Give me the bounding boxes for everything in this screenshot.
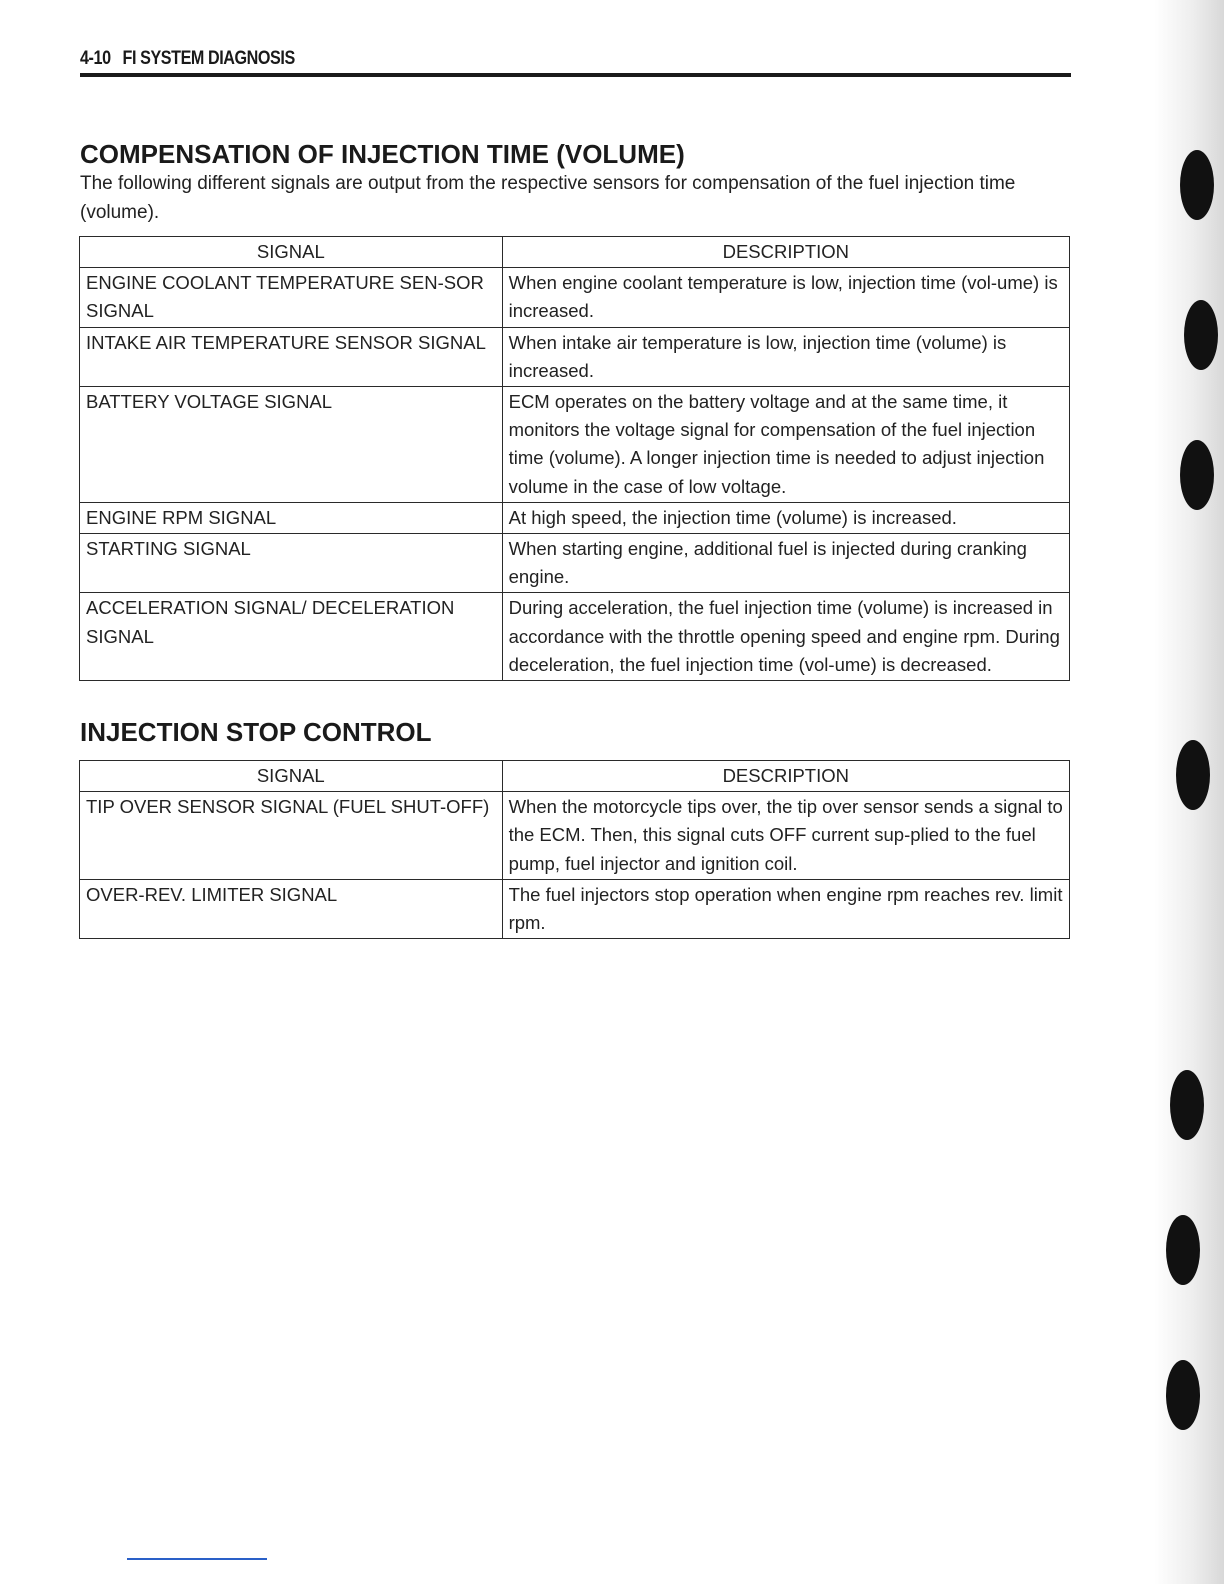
injection-stop-table [79, 760, 1070, 939]
description-cell: At high speed, the injection time (volume) is increased. [502, 502, 1069, 533]
table-row [80, 268, 1070, 327]
binding-hole [1170, 1070, 1204, 1140]
description-column-header: DESCRIPTION [502, 237, 1069, 268]
description-cell: When intake air temperature is low, injection time (volume) is increased. [502, 327, 1069, 386]
signal-cell: ENGINE COOLANT TEMPERATURE SEN-SOR SIGNAL [80, 268, 503, 327]
compensation-table [79, 236, 1070, 681]
injection-stop-title: INJECTION STOP CONTROL [80, 717, 432, 747]
table-row [80, 534, 1070, 593]
signal-cell: STARTING SIGNAL [80, 534, 503, 593]
binding-hole [1184, 300, 1218, 370]
signal-cell: ACCELERATION SIGNAL/ DECELERATION SIGNAL [80, 593, 503, 681]
description-column-header: DESCRIPTION [502, 761, 1069, 792]
chapter-title: FI SYSTEM DIAGNOSIS [122, 48, 295, 69]
header-rule [80, 73, 1071, 77]
binding-hole [1180, 150, 1214, 220]
description-cell: During acceleration, the fuel injection time (volume) is increased in accordance with the throttle opening speed and engine rpm. During deceleration, the fuel injection time (vol-ume) is decreased. [502, 593, 1069, 681]
binding-hole [1176, 740, 1210, 810]
table-row [80, 387, 1070, 503]
binding-hole [1180, 440, 1214, 510]
signal-cell: ENGINE RPM SIGNAL [80, 502, 503, 533]
signal-cell: BATTERY VOLTAGE SIGNAL [80, 387, 503, 503]
compensation-title: COMPENSATION OF INJECTION TIME (VOLUME) [80, 139, 685, 169]
signal-column-header: SIGNAL [80, 237, 503, 268]
table-row [80, 792, 1070, 880]
table-row [80, 879, 1070, 938]
table-row [80, 502, 1070, 533]
description-cell: ECM operates on the battery voltage and at the same time, it monitors the voltage signal for compensation of the fuel injection time (volume). A longer injection time is needed to adjust injection volume in the case of low voltage. [502, 387, 1069, 503]
page-number: 4-10 [80, 48, 111, 69]
description-cell: When starting engine, additional fuel is injected during cranking engine. [502, 534, 1069, 593]
page-header [80, 48, 922, 70]
signal-column-header: SIGNAL [80, 761, 503, 792]
signal-cell: INTAKE AIR TEMPERATURE SENSOR SIGNAL [80, 327, 503, 386]
signal-cell: TIP OVER SENSOR SIGNAL (FUEL SHUT-OFF) [80, 792, 503, 880]
description-cell: The fuel injectors stop operation when engine rpm reaches rev. limit rpm. [502, 879, 1069, 938]
signal-cell: OVER-REV. LIMITER SIGNAL [80, 879, 503, 938]
description-cell: When the motorcycle tips over, the tip over sensor sends a signal to the ECM. Then, this signal cuts OFF current sup-plied to the fuel pump, fuel injector and ignition coil. [502, 792, 1069, 880]
binding-hole [1166, 1215, 1200, 1285]
table-header-row [80, 761, 1070, 792]
table-row [80, 327, 1070, 386]
compensation-intro: The following different signals are output from the respective sensors for compensation of the fuel injection time (volume). [80, 173, 1016, 223]
description-cell: When engine coolant temperature is low, injection time (vol-ume) is increased. [502, 268, 1069, 327]
table-row [80, 593, 1070, 681]
bottom-mark [127, 1558, 267, 1560]
binding-hole [1166, 1360, 1200, 1430]
table-header-row [80, 237, 1070, 268]
